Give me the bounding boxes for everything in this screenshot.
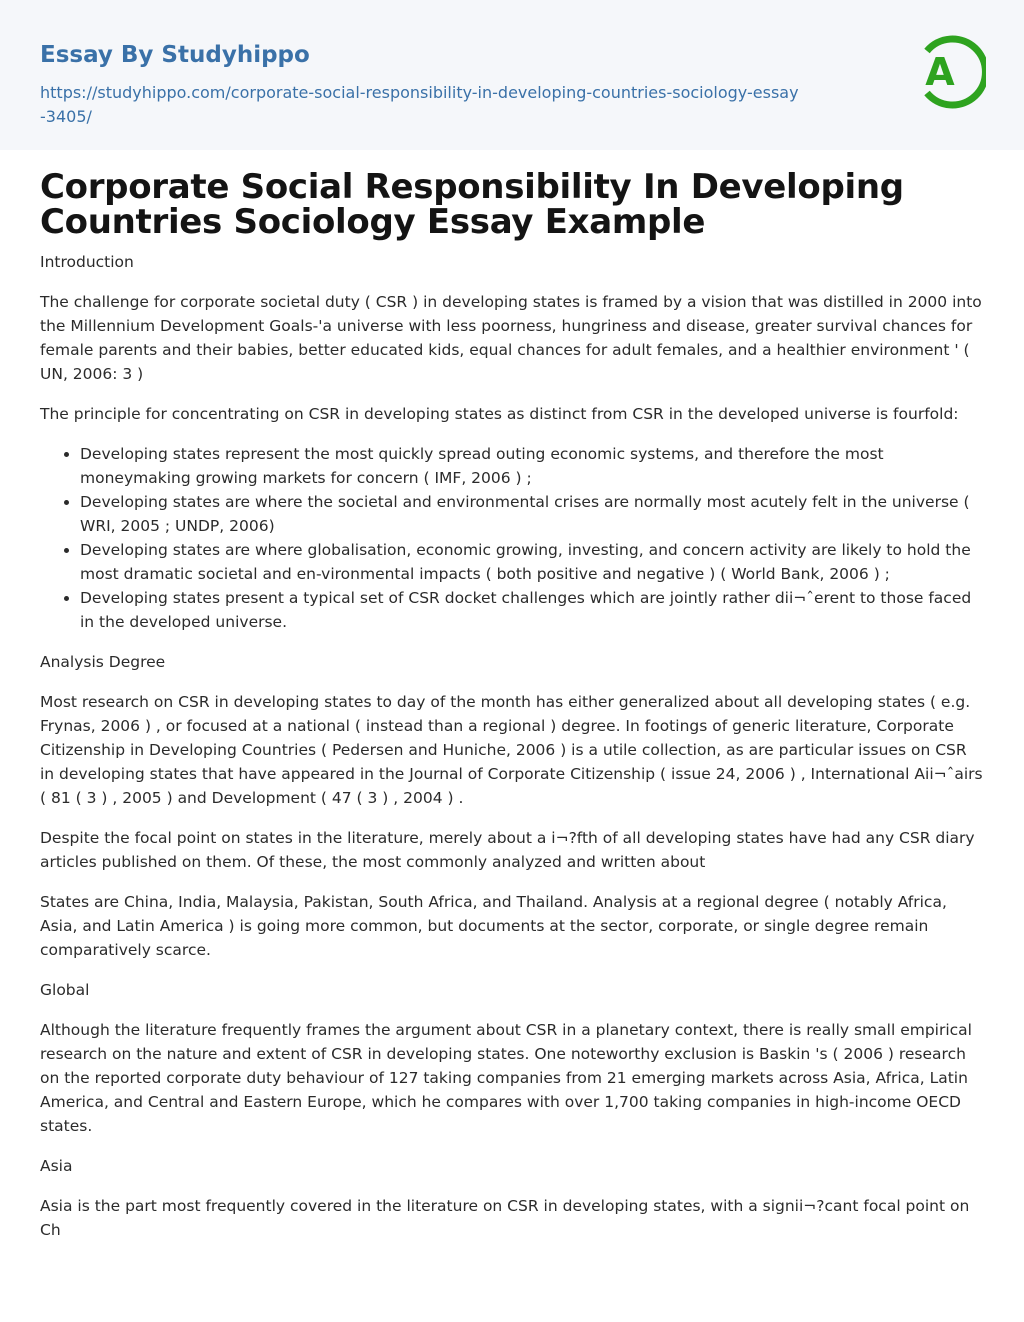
studyhippo-logo-icon[interactable]	[912, 29, 986, 115]
paragraph: States are China, India, Malaysia, Pakistan, South Africa, and Thailand. Analysis at a regional degree ( notably Africa, Asia, and Latin America ) is going more common, but documents at the sector, corporate, or single degree remain comparatively scarce.	[40, 893, 947, 959]
source-url-link[interactable]: https://studyhippo.com/corporate-social-responsibility-in-developing-countries-sociology-essay-3405/	[40, 83, 799, 126]
section-heading-global: Global	[40, 981, 90, 999]
paragraph: Most research on CSR in developing states to day of the month has either generalized about all developing states ( e.g. Frynas, 2006 ) , or focused at a national ( instead than a regional ) degree. In footings of generic literature, Corporate Citizenship in Developing Countries ( Pedersen and Huniche, 2006 ) is a utile collection, as are particular issues on CSR in developing states that have appeared in the Journal of Corporate Citizenship ( issue 24, 2006 ) , International Aii¬ˆairs ( 81 ( 3 ) , 2005 ) and Development ( 47 ( 3 ) , 2004 ) .	[40, 693, 983, 807]
list-item: • Developing states present a typical set of CSR docket challenges which are jointly rather dii¬ˆerent to those faced in the developed universe.	[80, 586, 984, 634]
paragraph: The principle for concentrating on CSR in developing states as distinct from CSR in the developed universe is fourfold:	[40, 405, 959, 423]
essay-content	[0, 150, 1024, 1242]
list-item: • Developing states represent the most quickly spread outing economic systems, and therefore the most moneymaking growing markets for concern ( IMF, 2006 ) ;	[80, 442, 984, 490]
brand-title[interactable]: Essay By Studyhippo	[40, 42, 310, 68]
paragraph: Asia is the part most frequently covered in the literature on CSR in developing states, with a signii¬?cant focal point on Ch	[40, 1197, 970, 1239]
list-item: • Developing states are where globalisation, economic growing, investing, and concern activity are likely to hold the most dramatic societal and en-vironmental impacts ( both positive and negative ) ( World Bank, 2006 ) ;	[80, 538, 984, 586]
paragraph: Although the literature frequently frames the argument about CSR in a planetary context, there is really small empirical research on the nature and extent of CSR in developing states. One noteworthy exclusion is Baskin 's ( 2006 ) research on the reported corporate duty behaviour of 127 taking companies from 21 emerging markets across Asia, Africa, Latin America, and Central and Eastern Europe, which he compares with over 1,700 taking companies in high-income OECD states.	[40, 1021, 972, 1135]
section-heading-analysis-degree: Analysis Degree	[40, 653, 166, 671]
paragraph: Despite the focal point on states in the literature, merely about a i¬?fth of all developing states have had any CSR diary articles published on them. Of these, the most commonly analyzed and written about	[40, 829, 975, 871]
essay-title: Corporate Social Responsibility In Developing Countries Sociology Essay Example	[40, 167, 904, 242]
list-item: • Developing states are where the societal and environmental crises are normally most acutely felt in the universe ( WRI, 2005 ; UNDP, 2006)	[80, 490, 984, 538]
section-heading-introduction: Introduction	[40, 253, 134, 271]
paragraph: The challenge for corporate societal duty ( CSR ) in developing states is framed by a vision that was distilled in 2000 into the Millennium Development Goals-'a universe with less poorness, hungriness and disease, greater survival chances for female parents and their babies, better educated kids, equal chances for adult females, and a healthier environment ' ( UN, 2006: 3 )	[40, 293, 982, 383]
logo-letter: A	[925, 50, 955, 94]
site-header	[0, 0, 1024, 150]
section-heading-asia: Asia	[40, 1157, 73, 1175]
bullet-list	[40, 442, 984, 634]
